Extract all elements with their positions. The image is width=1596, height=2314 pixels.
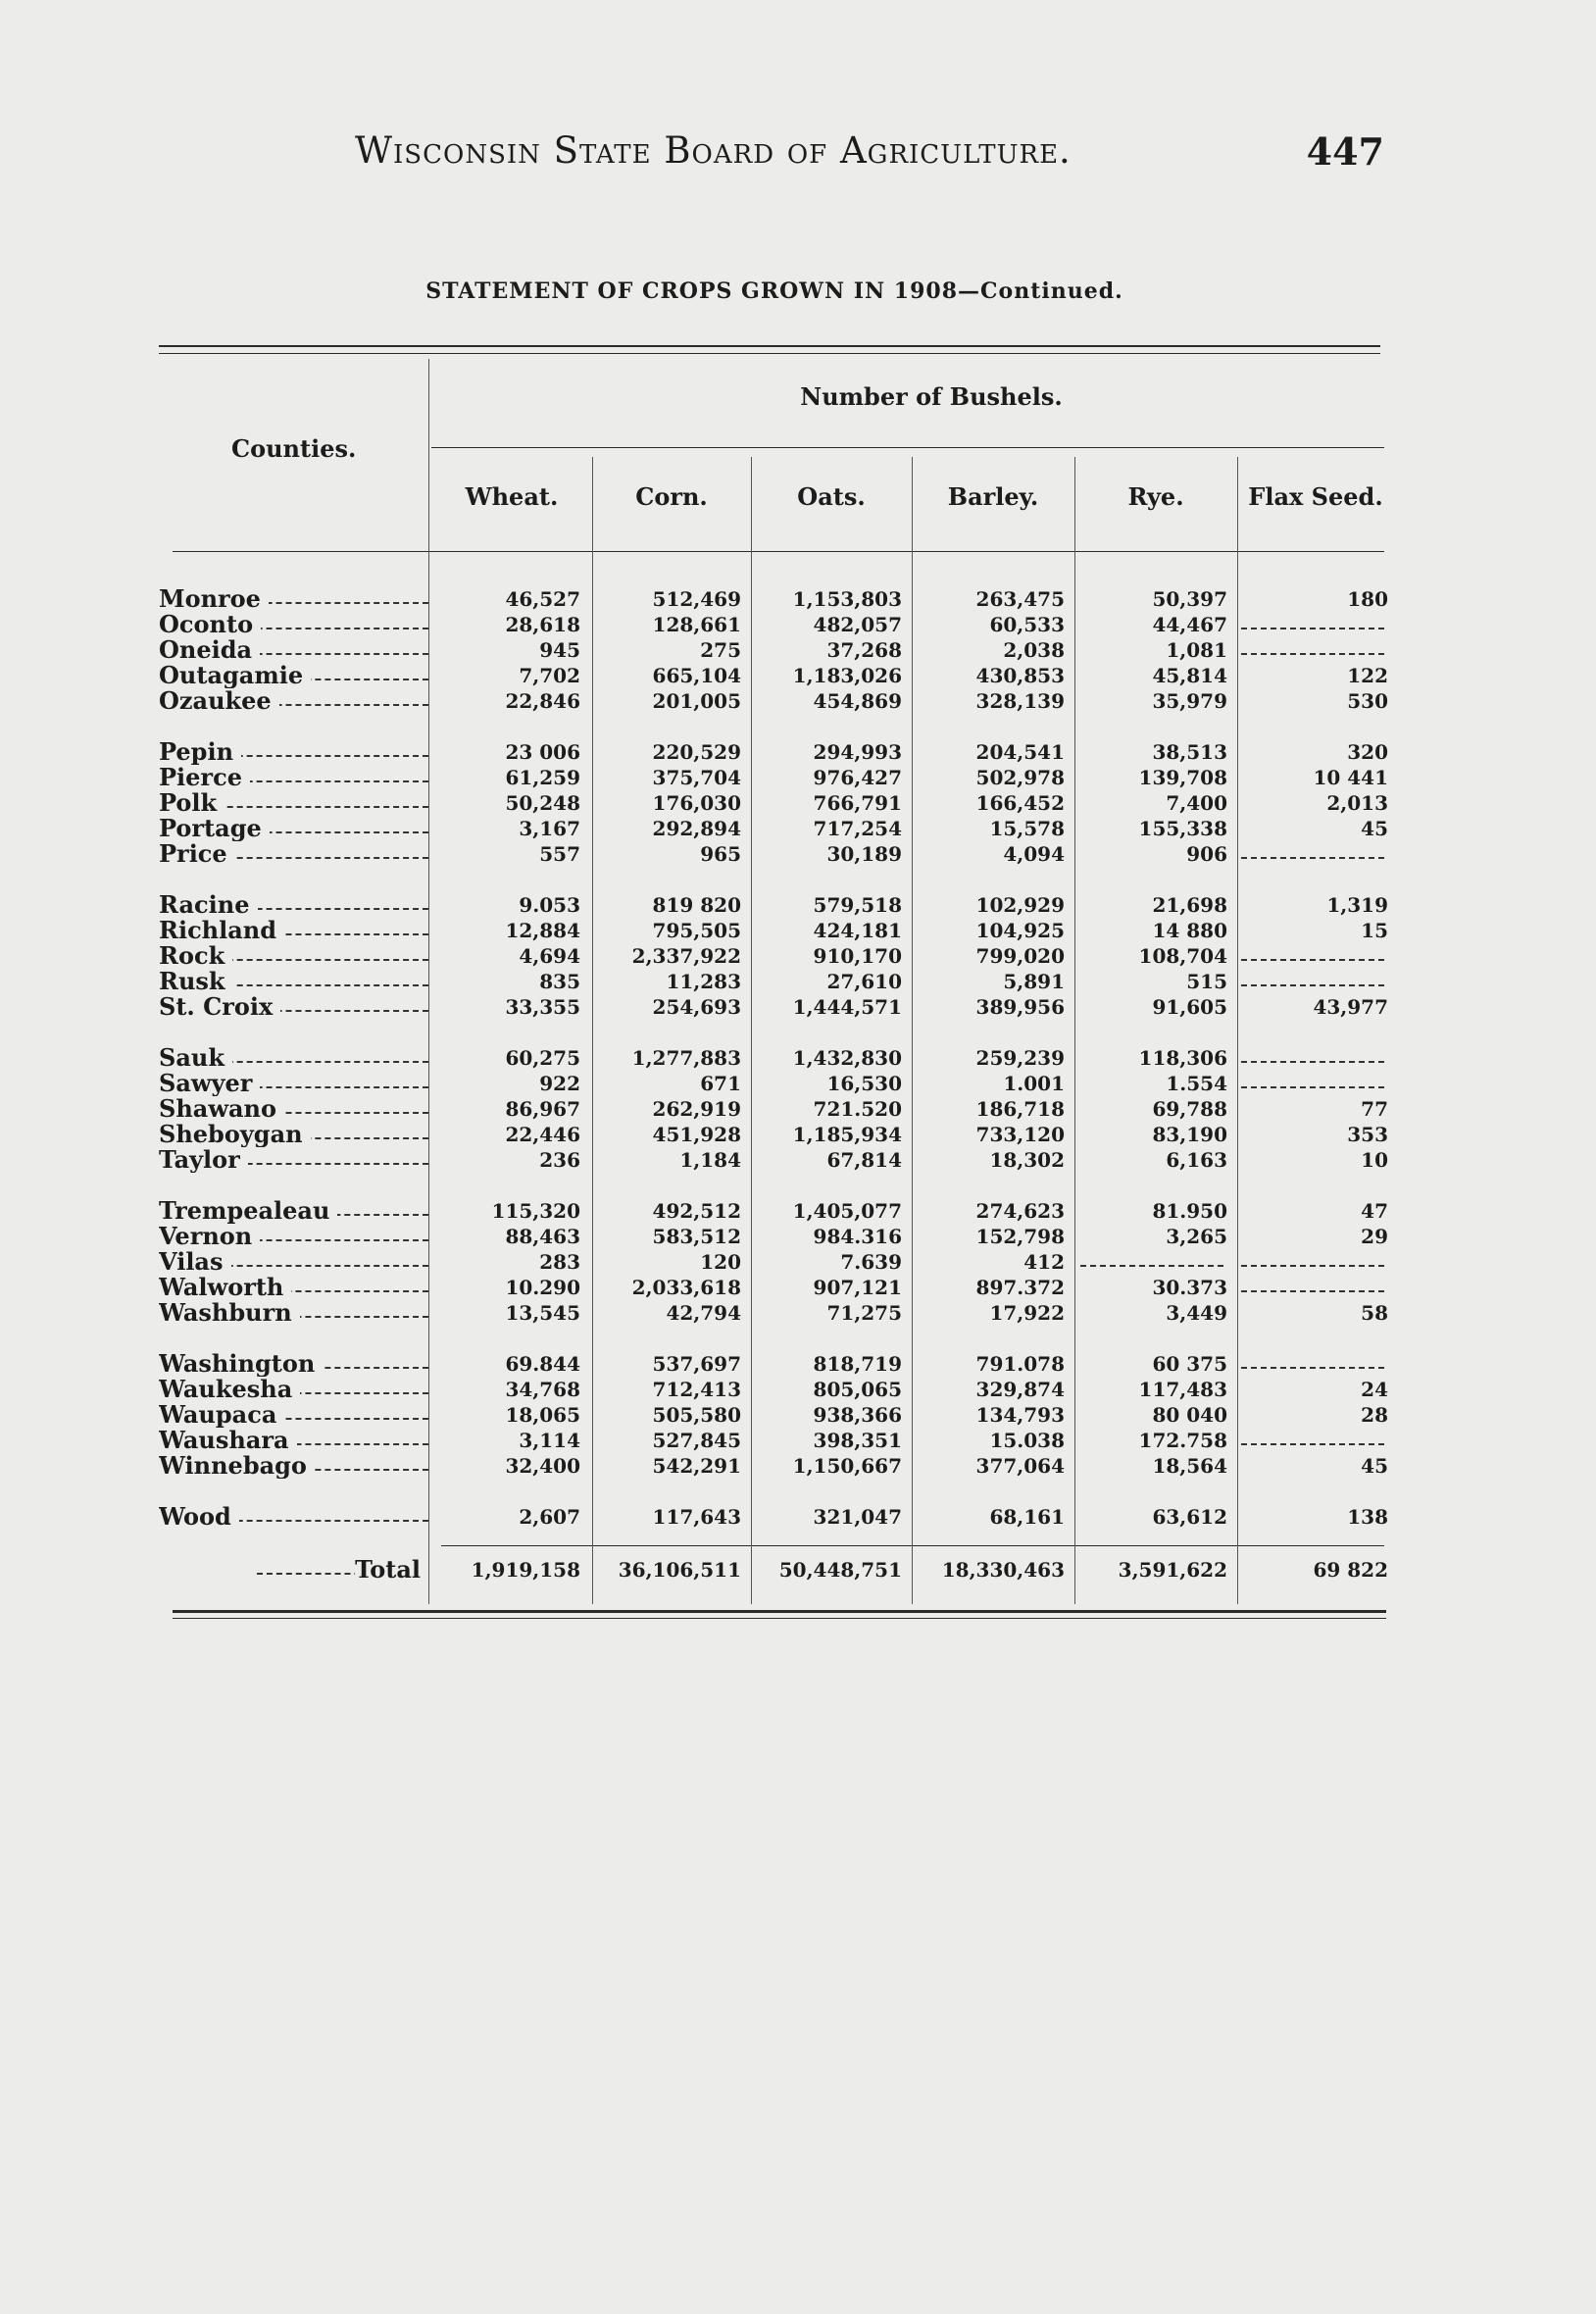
cell-corn: 117,643 (652, 1505, 741, 1529)
empty-cell-rye (1080, 1265, 1223, 1267)
county-name: Richland (159, 918, 428, 943)
county-name: Waukesha (159, 1377, 428, 1402)
table-row (159, 892, 1394, 918)
cell-flax-seed: 45 (1361, 817, 1388, 840)
cell-rye: 172.758 (1138, 1429, 1227, 1452)
table-row (159, 1224, 1394, 1249)
cell-rye: 7,400 (1166, 791, 1227, 815)
group-header-rule (431, 447, 1384, 448)
cell-barley: 4,094 (1003, 842, 1065, 866)
cell-flax-seed: 10 441 (1313, 766, 1388, 789)
cell-wheat: 46,527 (505, 587, 580, 611)
cell-oats: 938,366 (813, 1403, 902, 1427)
empty-cell-flax-seed (1241, 1061, 1384, 1063)
total-corn: 36,106,511 (618, 1558, 741, 1582)
cell-oats: 71,275 (826, 1301, 902, 1325)
cell-barley: 102,929 (975, 893, 1065, 917)
column-header-oats: Oats. (797, 482, 866, 511)
bottom-rule-thin (173, 1618, 1386, 1619)
cell-rye: 108,704 (1138, 944, 1227, 968)
cell-barley: 897.372 (975, 1276, 1065, 1299)
table-row (159, 1504, 1394, 1530)
total-oats: 50,448,751 (778, 1558, 902, 1582)
empty-cell-flax-seed (1241, 1265, 1384, 1267)
county-name: Racine (159, 892, 428, 918)
cell-rye: 44,467 (1152, 613, 1227, 636)
cell-rye: 50,397 (1152, 587, 1227, 611)
cell-corn: 42,794 (666, 1301, 741, 1325)
county-name: Rock (159, 943, 428, 969)
county-name: Sawyer (159, 1071, 428, 1096)
table-row (159, 1453, 1394, 1479)
table-title: STATEMENT OF CROPS GROWN IN 1908—Continued. (425, 278, 1123, 304)
cell-oats: 7.639 (840, 1250, 902, 1274)
table-row (159, 1402, 1394, 1428)
cell-oats: 721.520 (813, 1097, 902, 1121)
cell-oats: 818,719 (813, 1352, 902, 1376)
table-row (159, 1147, 1394, 1173)
cell-corn: 492,512 (652, 1199, 741, 1223)
column-header-corn: Corn. (635, 482, 708, 511)
cell-corn: 275 (700, 638, 741, 662)
cell-rye: 118,306 (1138, 1046, 1227, 1070)
cell-barley: 799,020 (975, 944, 1065, 968)
empty-cell-flax-seed (1241, 628, 1384, 629)
county-name: Winnebago (159, 1453, 428, 1479)
cell-barley: 15,578 (989, 817, 1065, 840)
total-rule (441, 1545, 1384, 1546)
county-name: Outagamie (159, 663, 428, 688)
page-number: 447 (1306, 129, 1384, 174)
cell-rye: 21,698 (1152, 893, 1227, 917)
cell-barley: 791.078 (975, 1352, 1065, 1376)
cell-wheat: 33,355 (505, 995, 580, 1019)
cell-oats: 579,518 (813, 893, 902, 917)
county-name: Rusk (159, 969, 428, 994)
cell-flax-seed: 58 (1361, 1301, 1388, 1325)
county-name: St. Croix (159, 994, 428, 1020)
cell-barley: 329,874 (975, 1378, 1065, 1401)
cell-corn: 795,505 (652, 919, 741, 942)
county-name: Monroe (159, 586, 428, 612)
table-row (159, 1377, 1394, 1402)
cell-rye: 60 375 (1152, 1352, 1227, 1376)
cell-wheat: 61,259 (505, 766, 580, 789)
cell-rye: 3,449 (1166, 1301, 1227, 1325)
cell-oats: 976,427 (813, 766, 902, 789)
cell-rye: 515 (1186, 970, 1227, 993)
cell-corn: 262,919 (652, 1097, 741, 1121)
cell-flax-seed: 180 (1347, 587, 1388, 611)
cell-flax-seed: 77 (1361, 1097, 1388, 1121)
county-name: Taylor (159, 1147, 428, 1173)
table-row (159, 1351, 1394, 1377)
table-row (159, 688, 1394, 714)
cell-oats: 27,610 (826, 970, 902, 993)
county-name: Washington (159, 1351, 428, 1377)
cell-corn: 1,277,883 (631, 1046, 741, 1070)
cell-rye: 80 040 (1152, 1403, 1227, 1427)
cell-corn: 819 820 (652, 893, 741, 917)
cell-oats: 398,351 (813, 1429, 902, 1452)
cell-barley: 186,718 (975, 1097, 1065, 1121)
county-name: Oconto (159, 612, 428, 637)
cell-barley: 5,891 (1003, 970, 1065, 993)
column-header-wheat: Wheat. (465, 482, 559, 511)
cell-oats: 67,814 (826, 1148, 902, 1172)
cell-corn: 671 (700, 1072, 741, 1095)
cell-rye: 45,814 (1152, 664, 1227, 687)
cell-wheat: 835 (539, 970, 580, 993)
county-name: Shawano (159, 1096, 428, 1122)
cell-wheat: 32,400 (505, 1454, 580, 1478)
total-flax-seed: 69 822 (1313, 1558, 1388, 1582)
cell-corn: 665,104 (652, 664, 741, 687)
cell-wheat: 236 (539, 1148, 580, 1172)
cell-corn: 128,661 (652, 613, 741, 636)
county-name: Sauk (159, 1045, 428, 1071)
total-label: Total (257, 1557, 428, 1583)
cell-corn: 537,697 (652, 1352, 741, 1376)
cell-flax-seed: 138 (1347, 1505, 1388, 1529)
county-name: Sheboygan (159, 1122, 428, 1147)
county-name: Washburn (159, 1300, 428, 1326)
county-name: Portage (159, 816, 428, 841)
table-row (159, 739, 1394, 765)
cell-oats: 1,150,667 (792, 1454, 902, 1478)
county-name: Pierce (159, 765, 428, 790)
cell-wheat: 12,884 (505, 919, 580, 942)
cell-rye: 139,708 (1138, 766, 1227, 789)
cell-corn: 2,337,922 (631, 944, 741, 968)
cell-rye: 81.950 (1152, 1199, 1227, 1223)
county-name: Waupaca (159, 1402, 428, 1428)
cell-wheat: 945 (539, 638, 580, 662)
cell-flax-seed: 28 (1361, 1403, 1388, 1427)
table-row (159, 1071, 1394, 1096)
cell-flax-seed: 2,013 (1326, 791, 1388, 815)
cell-corn: 201,005 (652, 689, 741, 713)
cell-barley: 15.038 (989, 1429, 1065, 1452)
cell-corn: 712,413 (652, 1378, 741, 1401)
top-rule (159, 345, 1380, 347)
county-name: Trempealeau (159, 1198, 428, 1224)
cell-wheat: 28,618 (505, 613, 580, 636)
cell-corn: 965 (700, 842, 741, 866)
cell-rye: 38,513 (1152, 740, 1227, 764)
cell-barley: 259,239 (975, 1046, 1065, 1070)
cell-corn: 120 (700, 1250, 741, 1274)
cell-flax-seed: 43,977 (1313, 995, 1388, 1019)
cell-wheat: 60,275 (505, 1046, 580, 1070)
cell-barley: 263,475 (975, 587, 1065, 611)
cell-oats: 321,047 (813, 1505, 902, 1529)
table-row (159, 841, 1394, 867)
cell-corn: 583,512 (652, 1225, 741, 1248)
cell-wheat: 922 (539, 1072, 580, 1095)
county-name: Price (159, 841, 428, 867)
cell-corn: 2,033,618 (631, 1276, 741, 1299)
cell-flax-seed: 320 (1347, 740, 1388, 764)
cell-rye: 1.554 (1166, 1072, 1227, 1095)
cell-flax-seed: 1,319 (1326, 893, 1388, 917)
cell-oats: 482,057 (813, 613, 902, 636)
cell-wheat: 50,248 (505, 791, 580, 815)
cell-oats: 766,791 (813, 791, 902, 815)
cell-barley: 60,533 (989, 613, 1065, 636)
cell-oats: 294,993 (813, 740, 902, 764)
cell-oats: 424,181 (813, 919, 902, 942)
cell-corn: 220,529 (652, 740, 741, 764)
cell-wheat: 115,320 (491, 1199, 580, 1223)
cell-rye: 906 (1186, 842, 1227, 866)
cell-rye: 6,163 (1166, 1148, 1227, 1172)
cell-corn: 254,693 (652, 995, 741, 1019)
cell-barley: 377,064 (975, 1454, 1065, 1478)
cell-barley: 17,922 (989, 1301, 1065, 1325)
cell-flax-seed: 47 (1361, 1199, 1388, 1223)
county-header: Counties. (231, 434, 357, 463)
cell-barley: 430,853 (975, 664, 1065, 687)
cell-wheat: 22,846 (505, 689, 580, 713)
group-header: Number of Bushels. (800, 382, 1063, 411)
column-header-flax-seed: Flax Seed. (1248, 482, 1383, 511)
table-row (159, 765, 1394, 790)
cell-corn: 505,580 (652, 1403, 741, 1427)
cell-corn: 375,704 (652, 766, 741, 789)
cell-oats: 454,869 (813, 689, 902, 713)
cell-barley: 68,161 (989, 1505, 1065, 1529)
cell-barley: 412 (1023, 1250, 1065, 1274)
empty-cell-flax-seed (1241, 1290, 1384, 1292)
cell-barley: 2,038 (1003, 638, 1065, 662)
cell-rye: 1,081 (1166, 638, 1227, 662)
cell-oats: 37,268 (826, 638, 902, 662)
cell-flax-seed: 353 (1347, 1123, 1388, 1146)
table-row (159, 1045, 1394, 1071)
column-header-rye: Rye. (1127, 482, 1184, 511)
cell-oats: 1,153,803 (792, 587, 902, 611)
cell-rye: 35,979 (1152, 689, 1227, 713)
cell-barley: 389,956 (975, 995, 1065, 1019)
county-name: Oneida (159, 637, 428, 663)
table-row (159, 1198, 1394, 1224)
table-row (159, 586, 1394, 612)
table-row (159, 612, 1394, 637)
total-rye: 3,591,622 (1118, 1558, 1227, 1582)
table-row (159, 1096, 1394, 1122)
cell-barley: 502,978 (975, 766, 1065, 789)
running-title: Wisconsin State Board of Agriculture. (355, 129, 1072, 172)
empty-cell-flax-seed (1241, 857, 1384, 859)
cell-wheat: 22,446 (505, 1123, 580, 1146)
cell-corn: 11,283 (666, 970, 741, 993)
total-wheat: 1,919,158 (471, 1558, 580, 1582)
cell-barley: 104,925 (975, 919, 1065, 942)
cell-corn: 176,030 (652, 791, 741, 815)
empty-cell-flax-seed (1241, 1443, 1384, 1445)
cell-rye: 69,788 (1152, 1097, 1227, 1121)
empty-cell-flax-seed (1241, 959, 1384, 961)
cell-rye: 3,265 (1166, 1225, 1227, 1248)
cell-wheat: 86,967 (505, 1097, 580, 1121)
cell-flax-seed: 15 (1361, 919, 1388, 942)
county-name: Walworth (159, 1275, 428, 1300)
cell-oats: 910,170 (813, 944, 902, 968)
cell-flax-seed: 24 (1361, 1378, 1388, 1401)
total-row (159, 1557, 1394, 1583)
table-row (159, 969, 1394, 994)
cell-oats: 1,405,077 (792, 1199, 902, 1223)
cell-wheat: 4,694 (519, 944, 580, 968)
table-row (159, 1300, 1394, 1326)
table-row (159, 994, 1394, 1020)
table-row (159, 1275, 1394, 1300)
cell-barley: 152,798 (975, 1225, 1065, 1248)
page-header (355, 129, 1384, 188)
total-barley: 18,330,463 (941, 1558, 1065, 1582)
cell-oats: 1,444,571 (792, 995, 902, 1019)
county-name: Ozaukee (159, 688, 428, 714)
cell-oats: 1,183,026 (792, 664, 902, 687)
table-row (159, 663, 1394, 688)
cell-wheat: 18,065 (505, 1403, 580, 1427)
cell-wheat: 13,545 (505, 1301, 580, 1325)
cell-flax-seed: 530 (1347, 689, 1388, 713)
cell-barley: 204,541 (975, 740, 1065, 764)
cell-wheat: 88,463 (505, 1225, 580, 1248)
cell-flax-seed: 29 (1361, 1225, 1388, 1248)
cell-wheat: 69.844 (505, 1352, 580, 1376)
county-name: Wood (159, 1504, 428, 1530)
cell-rye: 30.373 (1152, 1276, 1227, 1299)
county-name: Vilas (159, 1249, 428, 1275)
cell-rye: 91,605 (1152, 995, 1227, 1019)
table-row (159, 816, 1394, 841)
cell-wheat: 34,768 (505, 1378, 580, 1401)
cell-oats: 16,530 (826, 1072, 902, 1095)
cell-oats: 1,185,934 (792, 1123, 902, 1146)
cell-barley: 733,120 (975, 1123, 1065, 1146)
cell-rye: 155,338 (1138, 817, 1227, 840)
cell-flax-seed: 45 (1361, 1454, 1388, 1478)
cell-oats: 717,254 (813, 817, 902, 840)
cell-wheat: 2,607 (519, 1505, 580, 1529)
cell-wheat: 283 (539, 1250, 580, 1274)
cell-corn: 451,928 (652, 1123, 741, 1146)
column-header-barley: Barley. (947, 482, 1039, 511)
top-rule-thin (159, 353, 1380, 354)
cell-oats: 805,065 (813, 1378, 902, 1401)
cell-oats: 1,432,830 (792, 1046, 902, 1070)
table-row (159, 918, 1394, 943)
cell-wheat: 7,702 (519, 664, 580, 687)
cell-corn: 292,894 (652, 817, 741, 840)
cell-oats: 907,121 (813, 1276, 902, 1299)
cell-barley: 1.001 (1003, 1072, 1065, 1095)
cell-wheat: 9.053 (519, 893, 580, 917)
cell-corn: 542,291 (652, 1454, 741, 1478)
cell-barley: 166,452 (975, 791, 1065, 815)
cell-wheat: 3,114 (519, 1429, 580, 1452)
county-name: Polk (159, 790, 428, 816)
empty-cell-flax-seed (1241, 984, 1384, 986)
empty-cell-flax-seed (1241, 1367, 1384, 1369)
cell-rye: 63,612 (1152, 1505, 1227, 1529)
cell-flax-seed: 122 (1347, 664, 1388, 687)
empty-cell-flax-seed (1241, 1086, 1384, 1088)
head-bottom-rule (173, 551, 1384, 552)
cell-wheat: 10.290 (505, 1276, 580, 1299)
cell-rye: 18,564 (1152, 1454, 1227, 1478)
table-row (159, 1122, 1394, 1147)
county-name: Pepin (159, 739, 428, 765)
cell-barley: 328,139 (975, 689, 1065, 713)
empty-cell-flax-seed (1241, 653, 1384, 655)
cell-barley: 274,623 (975, 1199, 1065, 1223)
cell-barley: 134,793 (975, 1403, 1065, 1427)
table-row (159, 1249, 1394, 1275)
cell-oats: 984.316 (813, 1225, 902, 1248)
cell-wheat: 557 (539, 842, 580, 866)
cell-flax-seed: 10 (1361, 1148, 1388, 1172)
cell-oats: 30,189 (826, 842, 902, 866)
cell-wheat: 3,167 (519, 817, 580, 840)
table-row (159, 637, 1394, 663)
table-row (159, 943, 1394, 969)
cell-wheat: 23 006 (505, 740, 580, 764)
table-row (159, 790, 1394, 816)
county-name: Vernon (159, 1224, 428, 1249)
cell-rye: 83,190 (1152, 1123, 1227, 1146)
cell-rye: 117,483 (1138, 1378, 1227, 1401)
cell-rye: 14 880 (1152, 919, 1227, 942)
cell-corn: 512,469 (652, 587, 741, 611)
cell-corn: 1,184 (679, 1148, 741, 1172)
county-name: Waushara (159, 1428, 428, 1453)
cell-corn: 527,845 (652, 1429, 741, 1452)
table-row (159, 1428, 1394, 1453)
cell-barley: 18,302 (989, 1148, 1065, 1172)
bottom-rule (173, 1610, 1386, 1613)
